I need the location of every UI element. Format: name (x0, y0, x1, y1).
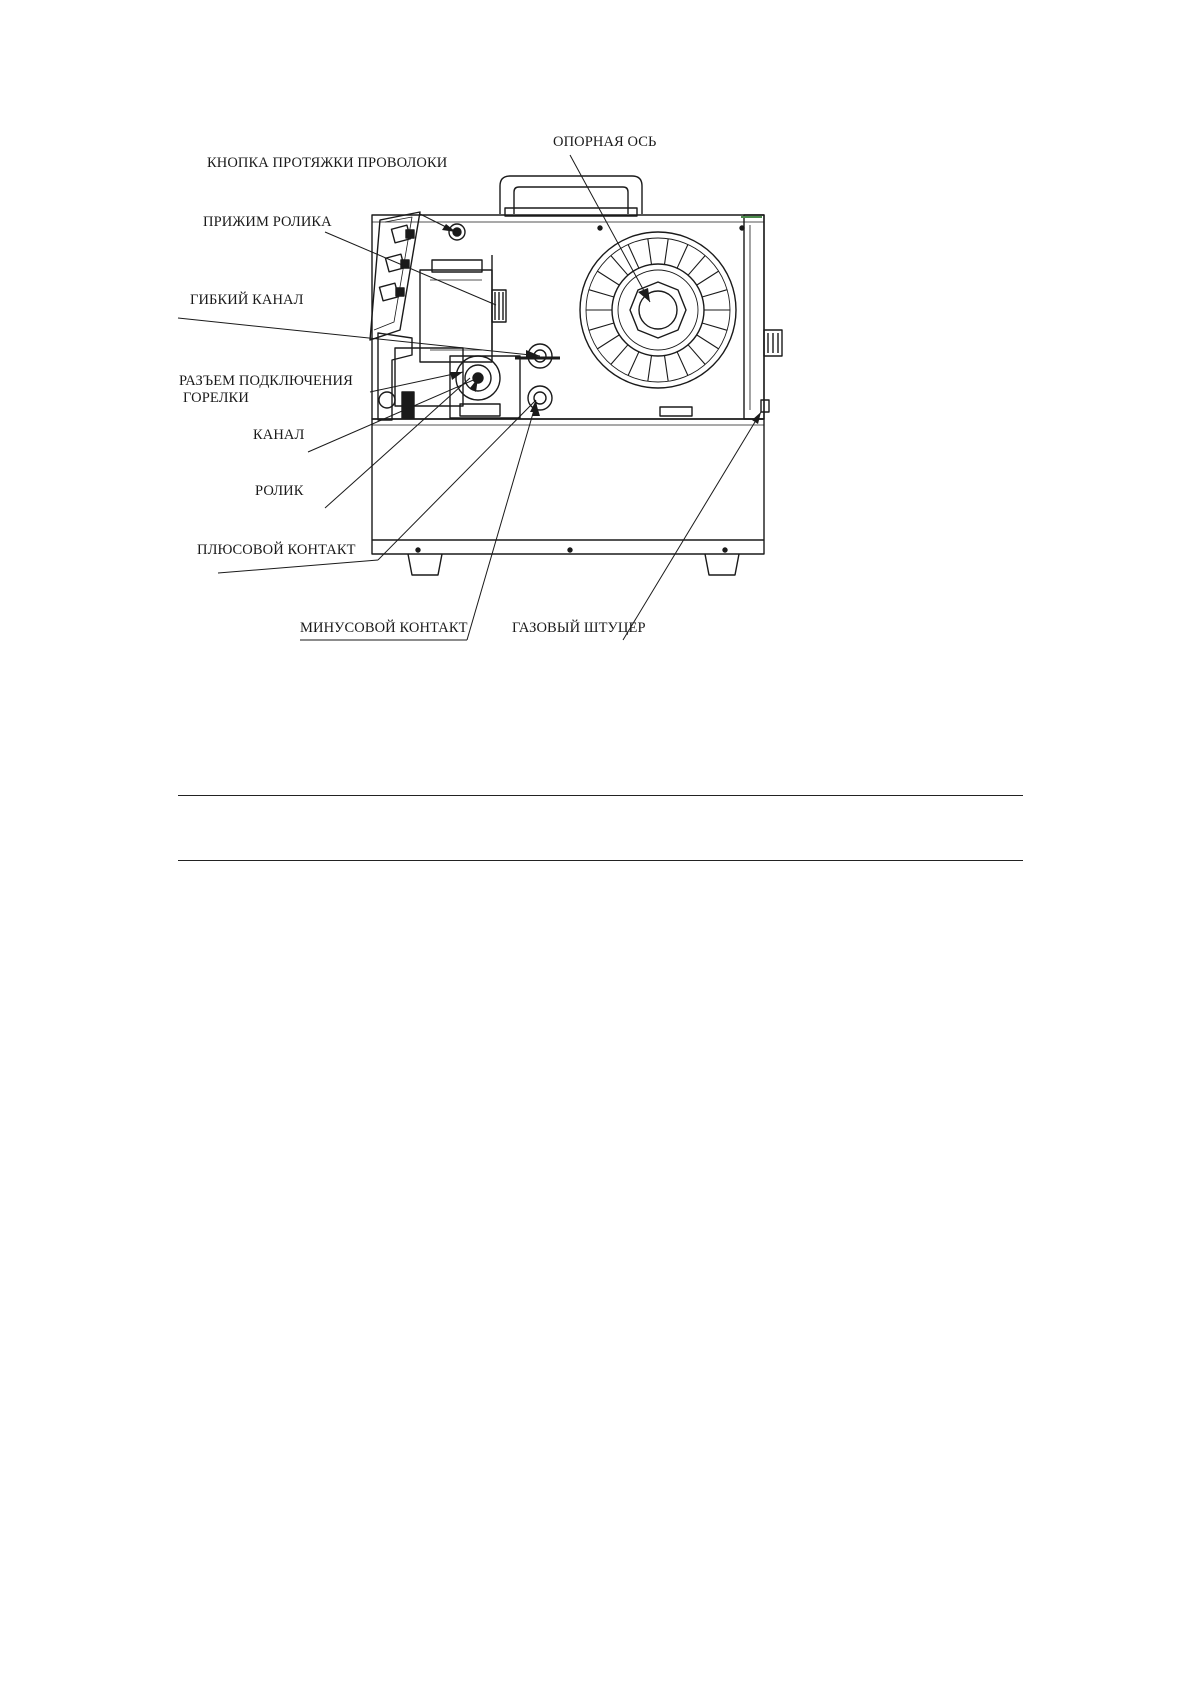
spool-spoke (665, 356, 669, 382)
horizontal-rule-bottom (178, 860, 1023, 861)
spool-spoke (677, 245, 688, 269)
horizontal-rule-top (178, 795, 1023, 796)
wire-spool (580, 232, 736, 388)
label-minus-contact: МИНУСОВОЙ КОНТАКТ (300, 620, 468, 636)
spool-spoke (611, 345, 628, 365)
label-gas-fitting: ГАЗОВЫЙ ШТУЦЕР (512, 620, 646, 636)
spool-spoke (697, 335, 719, 349)
spool-spoke (702, 323, 727, 330)
spool-spoke (589, 323, 614, 330)
label-rolik: РОЛИК (255, 483, 304, 499)
spool-spoke (688, 345, 705, 365)
spool-latch (660, 407, 692, 416)
label-prizhim-rolika: ПРИЖИМ РОЛИКА (203, 214, 332, 230)
spool-spoke (597, 335, 619, 349)
spool-spoke (589, 290, 614, 297)
label-kanal: КАНАЛ (253, 427, 305, 443)
label-knopka-protyazhki: КНОПКА ПРОТЯЖКИ ПРОВОЛОКИ (207, 155, 448, 171)
spool-spoke (697, 271, 719, 285)
label-plus-contact: ПЛЮСОВОЙ КОНТАКТ (197, 542, 356, 558)
spool-spoke (611, 256, 628, 276)
spool-spoke (688, 256, 705, 276)
label-razem-line1: РАЗЪЕМ ПОДКЛЮЧЕНИЯ (179, 373, 353, 389)
gas-fitting (761, 400, 769, 412)
carry-handle (500, 176, 642, 216)
label-razem-line2: ГОРЕЛКИ (183, 390, 249, 406)
spool-spoke (628, 352, 639, 376)
upper-housing (372, 215, 764, 419)
label-opornaya-os: ОПОРНАЯ ОСЬ (553, 134, 657, 150)
spool-spoke (648, 356, 652, 382)
label-gibkiy-kanal: ГИБКИЙ КАНАЛ (190, 292, 304, 308)
feed-motor (420, 255, 506, 362)
spool-spoke (677, 352, 688, 376)
spool-spoke (648, 239, 652, 265)
spool-spoke (665, 239, 669, 265)
spool-spoke (597, 271, 619, 285)
side-cable-gland (764, 330, 782, 356)
spool-spoke (702, 290, 727, 297)
